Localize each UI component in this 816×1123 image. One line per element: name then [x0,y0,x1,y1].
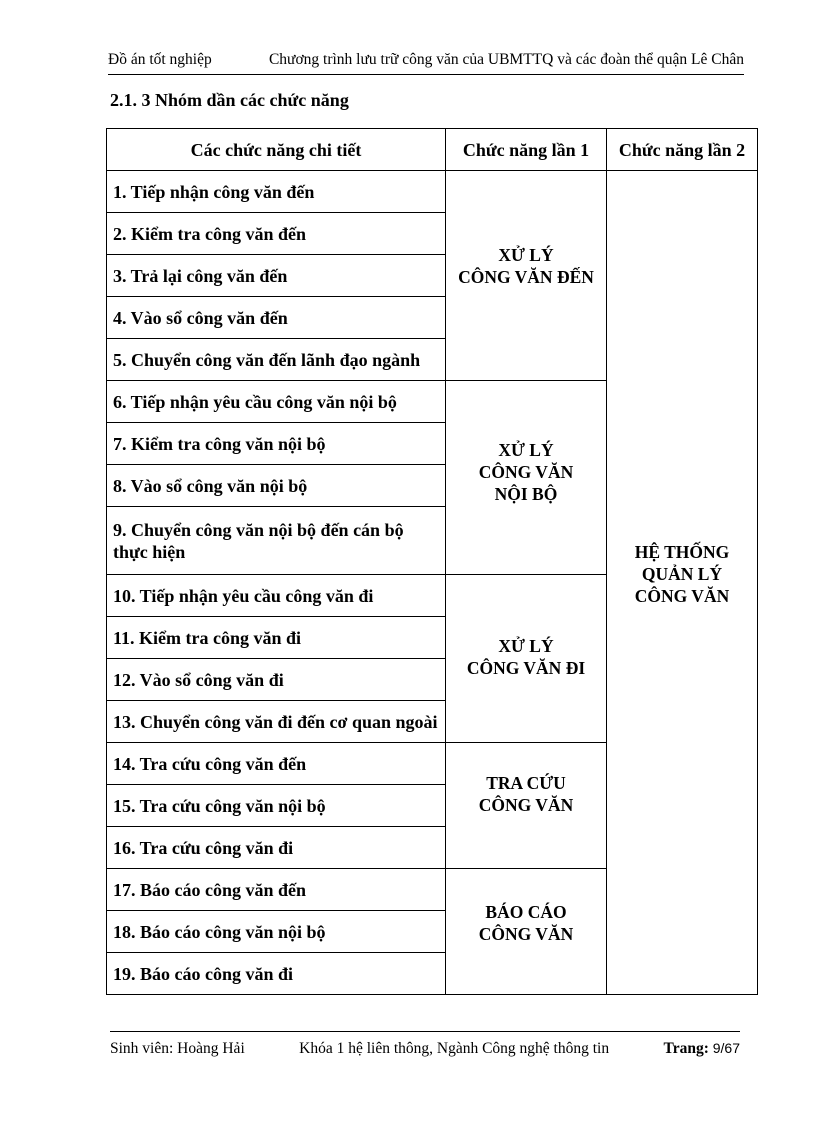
group-label-line: NỘI BỘ [494,484,558,504]
group-label-level1 [446,743,607,869]
table-row [107,171,758,213]
column-header-level1: Chức năng lần 1 [446,129,607,171]
group-label-level1 [446,381,607,575]
function-item: 17. Báo cáo công văn đến [107,869,446,911]
level2-label-line: HỆ THỐNG [634,542,730,562]
page-header [108,50,744,75]
group-label-line: BÁO CÁO [485,902,567,922]
footer-page [664,1040,740,1058]
level2-label-line: QUẢN LÝ [641,564,723,584]
group-label-line: CÔNG VĂN [478,462,574,482]
group-label-line: TRA CỨU [486,773,566,793]
function-grouping-table [106,128,758,995]
function-item: 4. Vào sổ công văn đến [107,297,446,339]
function-item: 19. Báo cáo công văn đi [107,953,446,995]
header-right: Chương trình lưu trữ công văn của UBMTTQ và các đoàn thể quận Lê Chân [268,51,744,68]
function-item: 9. Chuyển công văn nội bộ đến cán bộ thực hiện [107,507,446,575]
column-header-detail: Các chức năng chi tiết [107,129,446,171]
function-item: 10. Tiếp nhận yêu cầu công văn đi [107,575,446,617]
group-label-line: CÔNG VĂN ĐẾN [458,267,594,287]
footer-page-label: Trang: [663,1040,709,1057]
header-left: Đồ án tốt nghiệp [108,51,212,68]
group-label-line: CÔNG VĂN [478,795,574,815]
footer-page-number: 9/67 [712,1040,740,1056]
function-item: 16. Tra cứu công văn đi [107,827,446,869]
page-footer [110,1031,740,1058]
function-item: 2. Kiểm tra công văn đến [107,213,446,255]
level2-label-line: CÔNG VĂN [634,586,730,606]
footer-course: Khóa 1 hệ liên thông, Ngành Công nghệ thông tin [299,1040,610,1057]
function-item: 5. Chuyển công văn đến lãnh đạo ngành [107,339,446,381]
section-title: 2.1. 3 Nhóm dần các chức năng [110,90,349,110]
function-item: 15. Tra cứu công văn nội bộ [107,785,446,827]
group-label-line: XỬ LÝ [498,245,554,265]
group-label-line: CÔNG VĂN ĐI [466,658,586,678]
group-label-line: XỬ LÝ [498,636,554,656]
table-body [107,171,758,995]
group-label-level1 [446,575,607,743]
group-label-level1 [446,171,607,381]
function-item: 13. Chuyển công văn đi đến cơ quan ngoài [107,701,446,743]
function-item: 18. Báo cáo công văn nội bộ [107,911,446,953]
function-item: 11. Kiểm tra công văn đi [107,617,446,659]
function-item: 3. Trả lại công văn đến [107,255,446,297]
footer-student: Sinh viên: Hoàng Hải [110,1040,245,1057]
group-label-level1 [446,869,607,995]
function-item: 7. Kiểm tra công văn nội bộ [107,423,446,465]
function-item: 14. Tra cứu công văn đến [107,743,446,785]
function-item: 12. Vào sổ công văn đi [107,659,446,701]
function-item: 1. Tiếp nhận công văn đến [107,171,446,213]
column-header-level2: Chức năng lần 2 [607,129,758,171]
table-header-row [107,129,758,171]
group-label-line: XỬ LÝ [498,440,554,460]
group-label-level2 [607,171,758,995]
group-label-line: CÔNG VĂN [478,924,574,944]
function-item: 8. Vào sổ công văn nội bộ [107,465,446,507]
function-item: 6. Tiếp nhận yêu cầu công văn nội bộ [107,381,446,423]
